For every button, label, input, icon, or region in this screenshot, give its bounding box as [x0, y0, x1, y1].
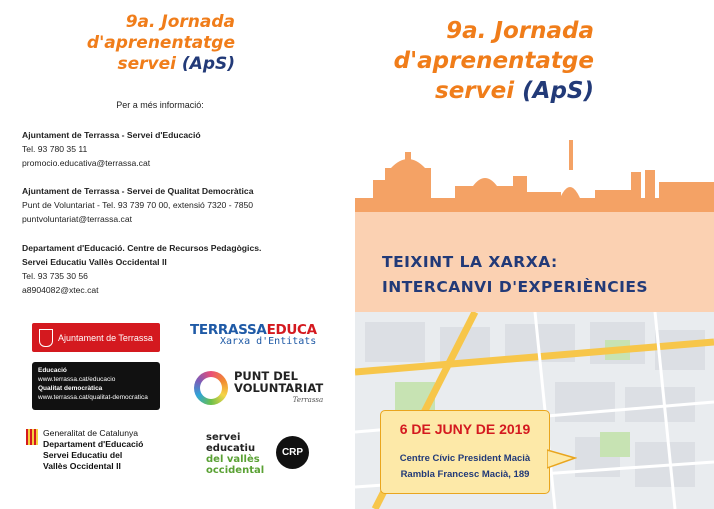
event-title: 9a. Jornada d'aprenentatge servei (ApS) [393, 18, 594, 104]
punt-voluntariat-logo: PUNT DEL VOLUNTARIAT Terrassa [194, 367, 344, 409]
contact-educacio: Ajuntament de Terrassa - Servei d'Educació Tel. 93 780 35 11 promocio.educativa@terrassa.cat [22, 130, 201, 168]
ajuntament-logo: Ajuntament de Terrassa [32, 323, 160, 352]
skyline-illustration [355, 140, 714, 212]
event-venue: Centre Cívic President Macià Rambla Francesc Macià, 189 [399, 453, 531, 480]
ajuntament-emblem-icon [39, 329, 53, 347]
heart-icon [194, 371, 228, 405]
generalitat-logo: Generalitat de Catalunya Departament d'Educació Servei Educatiu del Vallès Occidental II [26, 428, 176, 472]
callout-pointer-icon [547, 448, 577, 470]
terrassa-educa-logo: TERRASSAEDUCA Xarxa d'Entitats [190, 322, 317, 347]
back-panel [0, 0, 355, 509]
more-info-label: Per a més informació: [116, 100, 204, 110]
email-link[interactable]: a8904082@xtec.cat [22, 285, 99, 295]
front-panel [355, 0, 714, 509]
event-info-box [380, 410, 550, 494]
headline: TEIXINT LA XARXA: INTERCANVI D'EXPERIÈNCIES [382, 253, 649, 296]
email-link[interactable]: promocio.educativa@terrassa.cat [22, 158, 151, 168]
senyera-icon [26, 429, 38, 445]
contact-qualitat: Ajuntament de Terrassa - Servei de Qualitat Democràtica Punt de Voluntariat - Tel. 93 739 70 00, extensió 7320 - 7850 puntvoluntariat@terrassa.cat [22, 186, 254, 224]
educacio-logo: Educació www.terrassa.cat/educacio Qualitat democràtica www.terrassa.cat/qualitat-democratica [32, 362, 160, 410]
email-link[interactable]: puntvoluntariat@terrassa.cat [22, 214, 132, 224]
servei-educatiu-logo: servei educatiu del vallès occidental CRP [206, 432, 351, 480]
crp-badge: CRP [276, 436, 309, 469]
contact-crp: Departament d'Educació. Centre de Recursos Pedagògics. Servei Educatiu Vallès Occidental II Tel. 93 735 30 56 a8904082@xtec.cat [22, 243, 262, 295]
event-title-small: 9a. Jornada d'aprenentatge servei (ApS) [86, 12, 235, 74]
event-date: 6 DE JUNY DE 2019 [399, 421, 531, 437]
